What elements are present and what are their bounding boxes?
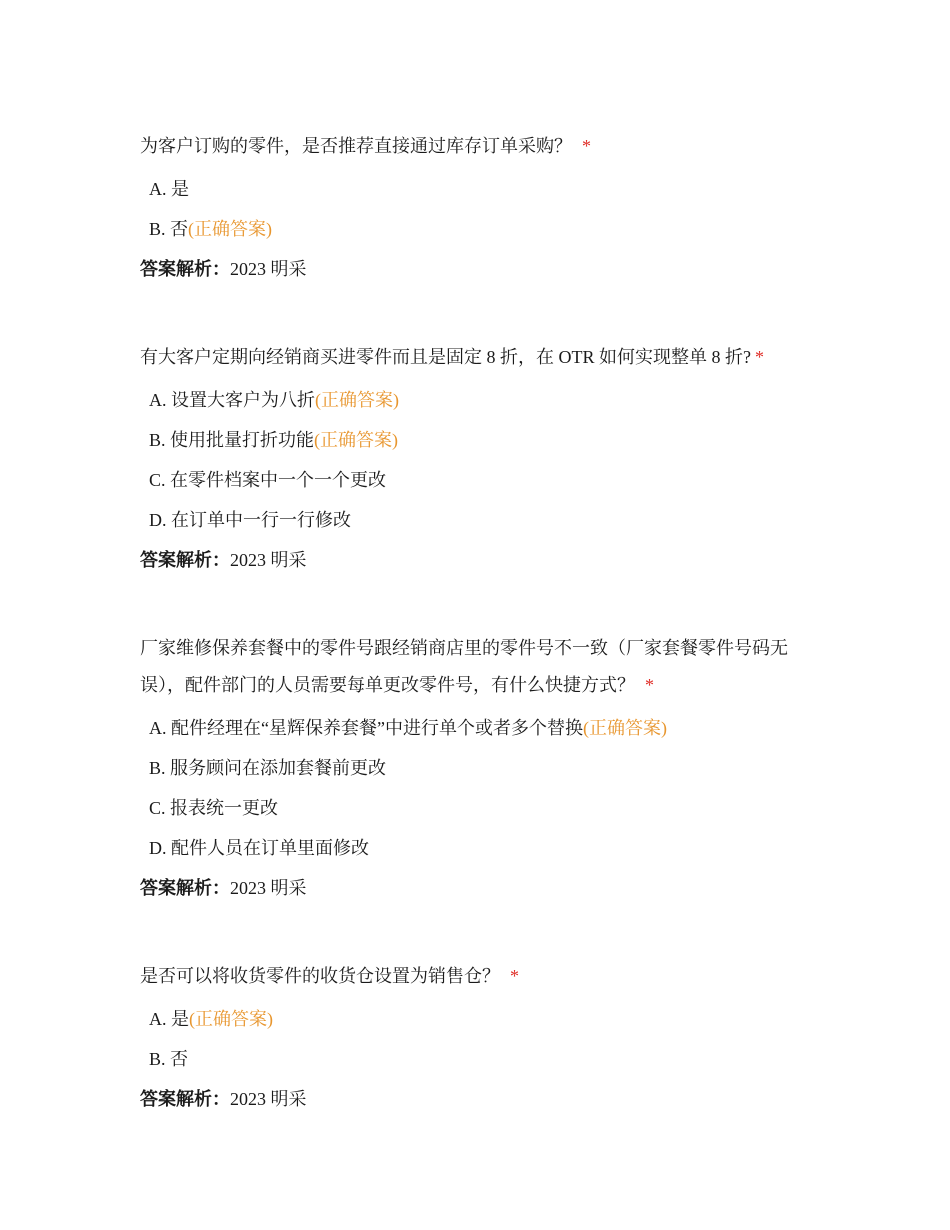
analysis-text: 2023 明采 — [230, 259, 307, 279]
option-d: D. 在订单中一行一行修改 — [149, 510, 351, 530]
option-b: B. 否 — [149, 1049, 189, 1069]
question-title: 是否可以将收货零件的收货仓设置为销售仓？ * — [140, 966, 519, 986]
question-title: 为客户订购的零件，是否推荐直接通过库存订单采购？ * — [140, 136, 591, 156]
question-2 — [140, 339, 820, 580]
answer-analysis — [140, 540, 820, 580]
required-mark: * — [755, 347, 764, 367]
correct-answer-tag: (正确答案) — [582, 718, 667, 738]
analysis-label: 答案解析： — [140, 259, 230, 279]
analysis-label: 答案解析： — [140, 1089, 230, 1109]
option-b: B. 服务顾问在添加套餐前更改 — [149, 758, 387, 778]
option-b: B. 使用批量打折功能(正确答案) — [149, 430, 399, 450]
analysis-text: 2023 明采 — [230, 1089, 307, 1109]
option-a: A. 是(正确答案) — [149, 1009, 273, 1029]
option-a: A. 设置大客户为八折(正确答案) — [149, 390, 399, 410]
question-title: 厂家维修保养套餐中的零件号跟经销商店里的零件号不一致（厂家套餐零件号码无误），配件部门的人员需要每单更改零件号，有什么快捷方式？ * — [140, 638, 788, 695]
correct-answer-tag: (正确答案) — [189, 1009, 273, 1029]
required-mark: * — [582, 136, 591, 156]
option-b: B. 否(正确答案) — [149, 219, 273, 239]
answer-analysis — [140, 868, 820, 908]
answer-analysis — [140, 1079, 820, 1119]
option-c: C. 在零件档案中一个一个更改 — [149, 470, 387, 490]
option-a: A. 是 — [149, 179, 189, 199]
option-a: A. 配件经理在“星辉保养套餐”中进行单个或者多个替换(正确答案) — [149, 718, 667, 738]
analysis-label: 答案解析： — [140, 878, 230, 898]
required-mark: * — [510, 966, 519, 986]
quiz-document — [140, 128, 820, 1169]
question-1 — [140, 128, 820, 289]
answer-analysis — [140, 249, 820, 289]
question-4 — [140, 958, 820, 1119]
question-3 — [140, 630, 820, 908]
analysis-label: 答案解析： — [140, 550, 230, 570]
required-mark: * — [645, 675, 654, 695]
analysis-text: 2023 明采 — [230, 878, 307, 898]
correct-answer-tag: (正确答案) — [314, 430, 399, 450]
question-title: 有大客户定期向经销商买进零件而且是固定 8 折，在 OTR 如何实现整单 8 折? * — [140, 347, 764, 367]
option-d: D. 配件人员在订单里面修改 — [149, 838, 369, 858]
analysis-text: 2023 明采 — [230, 550, 307, 570]
correct-answer-tag: (正确答案) — [188, 219, 273, 239]
correct-answer-tag: (正确答案) — [315, 390, 399, 410]
option-c: C. 报表统一更改 — [149, 798, 279, 818]
